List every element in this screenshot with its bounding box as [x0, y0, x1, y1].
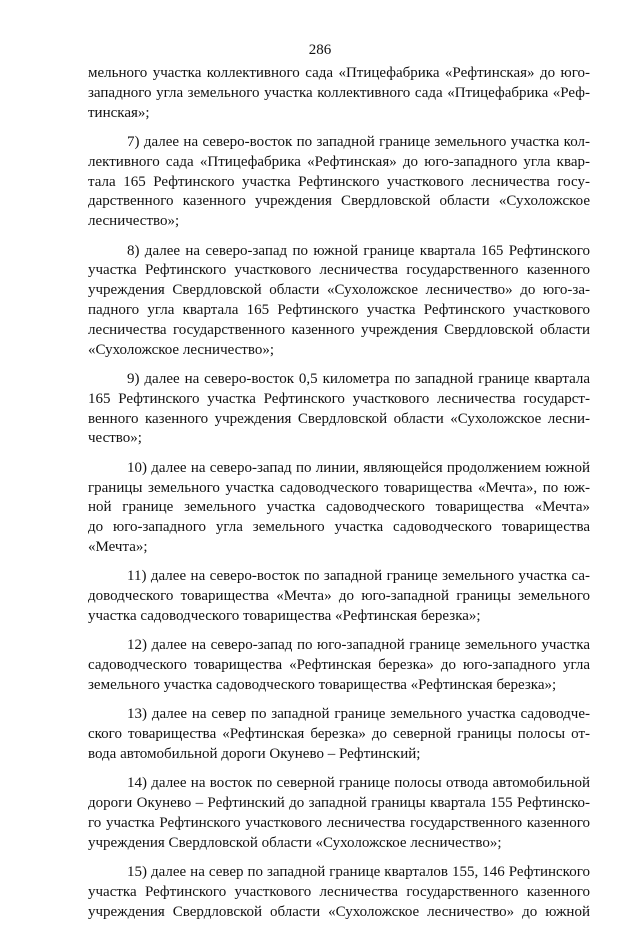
- text-line: лесничества государственного казенного учреждения Свердловской области: [88, 321, 590, 338]
- paragraph: [88, 64, 590, 123]
- text-line: «Сухоложское лесничество»;: [88, 341, 275, 358]
- text-line: доводческого товарищества «Мечта» до юго-западной границы земельного: [88, 588, 590, 605]
- text-line: «Мечта»;: [88, 538, 148, 555]
- text-line: учреждения Свердловской области «Сухоложское лесничество» до южной: [88, 903, 590, 920]
- text-line: 10) далее на северо-запад по линии, являющейся продолжением южной: [127, 459, 590, 476]
- text-line: венного казенного учреждения Свердловской области «Сухоложское лесни-: [88, 410, 590, 427]
- text-line: участка садоводческого товарищества «Рефтинская березка»;: [88, 607, 481, 624]
- text-line: го участка Рефтинского участкового лесничества государственного казенного: [88, 814, 590, 831]
- text-line: лесничество»;: [88, 213, 180, 230]
- paragraph: [88, 567, 590, 626]
- paragraph: [88, 636, 590, 695]
- text-line: дороги Окунево – Рефтинский до западной границы квартала 155 Рефтинско-: [88, 795, 590, 812]
- paragraph: [88, 863, 590, 922]
- paragraph: [88, 242, 590, 361]
- text-line: участка Рефтинского участкового лесничества государственного казенного: [88, 262, 590, 279]
- paragraph: [88, 133, 590, 232]
- text-line: вода автомобильной дороги Окунево – Рефтинский;: [88, 745, 421, 762]
- text-line: 8) далее на северо-запад по южной границе квартала 165 Рефтинского: [127, 242, 590, 259]
- text-line: 11) далее на северо-восток по западной границе земельного участка са-: [127, 568, 590, 585]
- text-line: чество»;: [88, 430, 142, 447]
- text-line: 7) далее на северо-восток по западной границе земельного участка кол-: [127, 133, 590, 150]
- paragraph: [88, 774, 590, 853]
- text-line: 9) далее на северо-восток 0,5 километра по западной границе квартала: [127, 370, 590, 387]
- text-line: ной границе земельного участка садоводческого товарищества «Мечта»: [88, 499, 590, 516]
- text-line: тинская»;: [88, 104, 150, 121]
- text-line: участка Рефтинского участкового лесничества государственного казенного: [88, 883, 590, 900]
- text-line: садоводческого товарищества «Рефтинская березка» до юго-западного угла: [88, 657, 590, 674]
- text-line: земельного участка садоводческого товарищества «Рефтинская березка»;: [88, 676, 557, 693]
- page-number: 286: [308, 42, 332, 58]
- text-line: мельного участка коллективного сада «Птицефабрика «Рефтинская» до юго-: [88, 65, 590, 81]
- text-line: ского товарищества «Рефтинская березка» до северной границы полосы от-: [88, 726, 590, 743]
- paragraph: [88, 705, 590, 764]
- text-line: 12) далее на северо-запад по юго-западной границе земельного участка: [127, 637, 590, 654]
- text-line: учреждения Свердловской области «Сухоложское лесничество» до юго-за-: [88, 282, 590, 299]
- paragraph: [88, 370, 590, 449]
- text-line: 165 Рефтинского участка Рефтинского участкового лесничества государст-: [88, 390, 590, 407]
- text-line: учреждения Свердловской области «Сухоложское лесничество»;: [88, 834, 502, 851]
- text-line: дарственного казенного учреждения Свердловской области «Сухоложское: [88, 193, 590, 210]
- text-line: западного угла земельного участка коллективного сада «Птицефабрика «Реф-: [88, 84, 590, 101]
- text-line: 14) далее на восток по северной границе полосы отвода автомобильной: [127, 775, 590, 792]
- text-line: падного угла квартала 165 Рефтинского участка Рефтинского участкового: [88, 301, 590, 318]
- text-line: тала 165 Рефтинского участка Рефтинского участкового лесничества госу-: [88, 173, 590, 190]
- document-body: [88, 64, 590, 932]
- text-line: лективного сада «Птицефабрика «Рефтинская» до юго-западного угла квар-: [88, 153, 590, 170]
- text-line: границы земельного участка садоводческого товарищества «Мечта», по юж-: [88, 479, 590, 496]
- text-line: 13) далее на север по западной границе земельного участка садоводче-: [127, 706, 590, 723]
- text-line: до юго-западного угла земельного участка садоводческого товарищества: [88, 519, 590, 536]
- text-line: 15) далее на север по западной границе кварталов 155, 146 Рефтинского: [127, 864, 590, 881]
- paragraph: [88, 459, 590, 558]
